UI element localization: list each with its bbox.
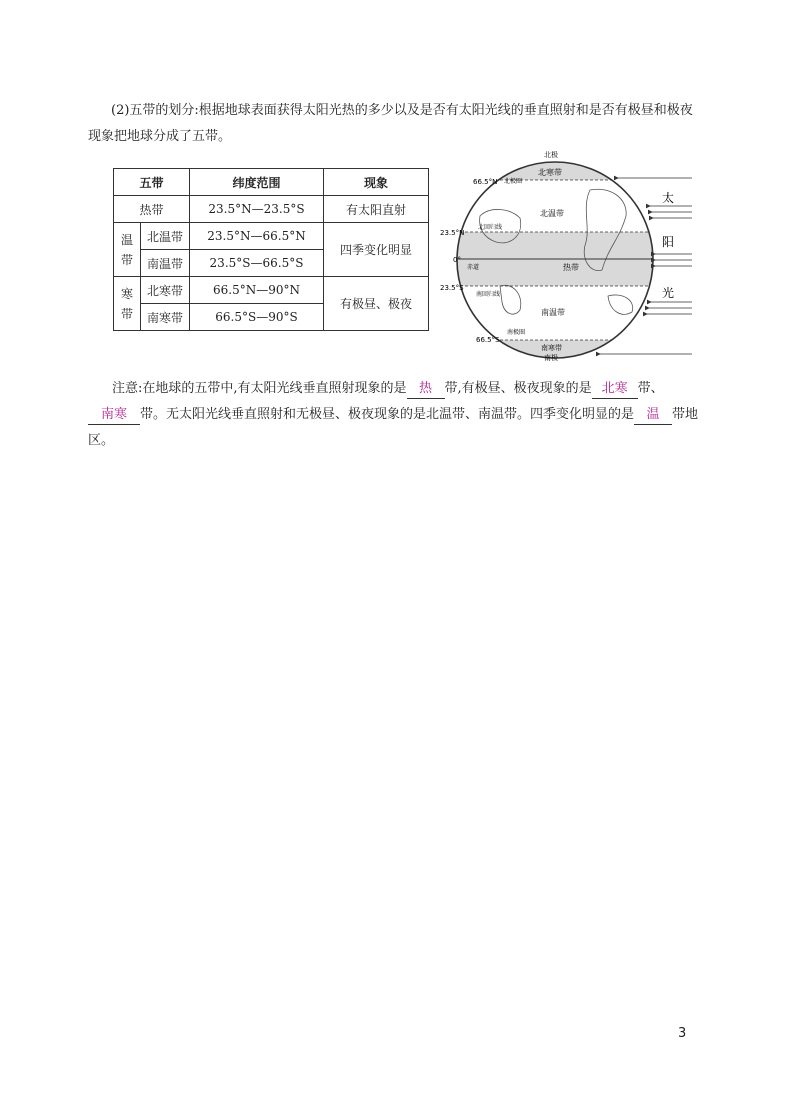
cell-hot-phenomenon: 有太阳直射 xyxy=(324,196,429,223)
cell-temperate-group xyxy=(114,223,141,277)
north-frigid-zone-label: 北寒带 xyxy=(538,168,562,177)
cell-north-temperate-name: 北温带 xyxy=(141,223,190,250)
cell-hot-range: 23.5°N—23.5°S xyxy=(190,196,324,223)
header-zone: 五带 xyxy=(114,169,190,196)
temperate-group-label: 温 带 xyxy=(120,232,133,267)
globe-bands xyxy=(450,156,660,364)
antarctic-latitude-label: 66.5°S xyxy=(476,336,500,344)
answer-blank-temperate: 温 xyxy=(634,406,672,425)
cell-south-temperate-name: 南温带 xyxy=(141,250,190,277)
note-paragraph xyxy=(88,376,702,454)
arctic-circle-name: 北极圈 xyxy=(504,178,523,185)
five-zones-globe-diagram xyxy=(440,146,700,368)
south-temperate-zone-label: 南温带 xyxy=(541,308,565,317)
tropical-zone-label: 热带 xyxy=(563,263,579,272)
answer-blank-south-frigid: 南寒 xyxy=(88,406,140,425)
antarctic-circle-name: 南极圈 xyxy=(507,329,526,336)
frigid-group-label: 寒 带 xyxy=(120,286,133,321)
north-pole-label: 北极 xyxy=(544,151,558,159)
arctic-latitude-label: 66.5°N xyxy=(473,178,498,186)
cell-south-frigid-name: 南寒带 xyxy=(141,304,190,331)
table-row xyxy=(114,196,429,223)
cell-north-frigid-range: 66.5°N—90°N xyxy=(190,277,324,304)
cell-south-frigid-range: 66.5°S—90°S xyxy=(190,304,324,331)
answer-blank-north-frigid: 北寒 xyxy=(592,380,638,399)
continent-outline xyxy=(608,295,633,314)
note-text: 带、 xyxy=(637,381,664,396)
cell-frigid-group xyxy=(114,277,141,331)
answer-blank-hot: 热 xyxy=(407,380,445,399)
note-text: 带地区。 xyxy=(88,407,699,448)
sunlight-label-char: 光 xyxy=(662,286,675,300)
intro-paragraph: (2)五带的划分:根据地球表面获得太阳光热的多少以及是否有太阳光线的垂直照射和是否有极昼和极夜现象把地球分成了五带。 xyxy=(88,103,693,144)
south-frigid-zone-label: 南寒带 xyxy=(541,344,562,352)
tropic-of-cancer-name: 北回归线 xyxy=(478,224,503,231)
sunlight-label-char: 太 xyxy=(662,191,675,205)
note-text: 注意:在地球的五带中,有太阳光线垂直照射现象的是 xyxy=(112,381,407,396)
cell-temperate-phenomenon: 四季变化明显 xyxy=(324,223,429,277)
tropic-of-capricorn-name: 南回归线 xyxy=(476,291,501,298)
table-row xyxy=(114,223,429,250)
equator-name: 赤道 xyxy=(467,264,480,271)
header-phenomenon: 现象 xyxy=(324,169,429,196)
note-text: 带,有极昼、极夜现象的是 xyxy=(444,381,592,396)
table-header-row xyxy=(114,169,429,196)
tropic-of-cancer-latitude-label: 23.5°N xyxy=(440,229,465,237)
table-row xyxy=(114,277,429,304)
cell-north-frigid-name: 北寒带 xyxy=(141,277,190,304)
sunlight-label-char: 阳 xyxy=(662,235,675,249)
page-number: 3 xyxy=(678,1026,687,1041)
north-temperate-zone-label: 北温带 xyxy=(540,209,564,218)
header-range: 纬度范围 xyxy=(190,169,324,196)
cell-north-temperate-range: 23.5°N—66.5°N xyxy=(190,223,324,250)
cell-south-temperate-range: 23.5°S—66.5°S xyxy=(190,250,324,277)
continent-outline xyxy=(500,285,521,314)
tropic-of-capricorn-latitude-label: 23.5°S xyxy=(440,284,464,292)
cell-hot-name: 热带 xyxy=(114,196,190,223)
equator-latitude-label: 0° xyxy=(453,256,461,264)
note-text: 带。无太阳光线垂直照射和无极昼、极夜现象的是北温带、南温带。四季变化明显的是 xyxy=(140,407,635,422)
cell-frigid-phenomenon: 有极昼、极夜 xyxy=(324,277,429,331)
five-zones-table xyxy=(113,168,429,331)
south-pole-label: 南极 xyxy=(544,354,558,362)
